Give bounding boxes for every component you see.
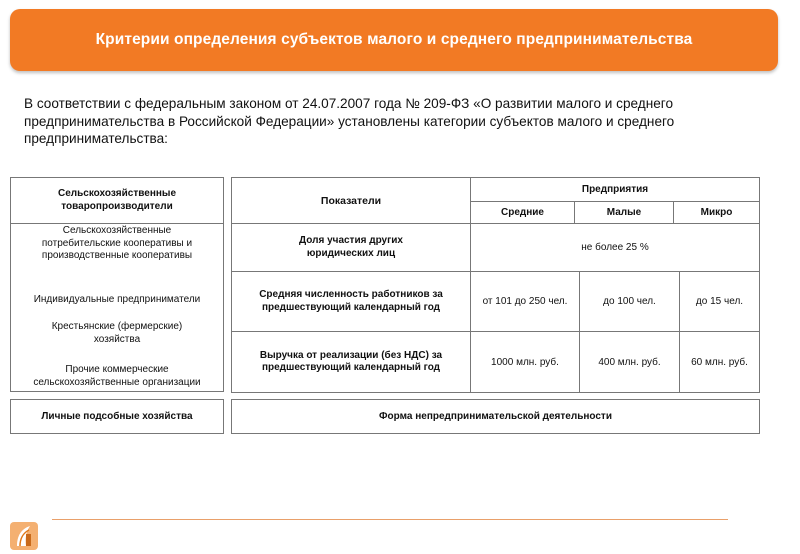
left-panel-list: [10, 223, 224, 392]
intro-paragraph: В соответствии с федеральным законом от 24.07.2007 года № 209-ФЗ «О развитии малого и среднего предпринимательства в Российской Федерации» установлены категории субъектов малого и среднего предпринимательства:: [24, 96, 675, 146]
page-title: Критерии определения субъектов малого и среднего предпринимательства: [95, 31, 693, 48]
left-panel-footer: Личные подсобные хозяйства: [10, 399, 224, 434]
column-header-small: Малые: [574, 201, 674, 224]
row-label-share: Доля участия других юридических лиц: [231, 223, 471, 272]
list-item: Сельскохозяйственные потребительские кооперативы и производственные кооперативы: [41, 225, 193, 261]
cell-employees-micro: до 15 чел.: [679, 271, 760, 332]
logo-icon: [8, 520, 40, 552]
column-header-micro: Микро: [673, 201, 760, 224]
cell-revenue-small: 400 млн. руб.: [579, 331, 680, 393]
list-item: Индивидуальные предприниматели: [33, 294, 201, 305]
title-banner: [10, 9, 778, 71]
enterprises-header: Предприятия: [470, 177, 760, 202]
list-item: Прочие коммерческие сельскохозяйственные организации: [33, 364, 201, 388]
column-header-medium: Средние: [470, 201, 575, 224]
cell-employees-medium: от 101 до 250 чел.: [470, 271, 580, 332]
cell-revenue-micro: 60 млн. руб.: [679, 331, 760, 393]
left-panel-header: Сельскохозяйственные товаропроизводители: [10, 177, 224, 224]
row-label-employees: Средняя численность работников за предшествующий календарный год: [231, 271, 471, 332]
cell-revenue-medium: 1000 млн. руб.: [470, 331, 580, 393]
row-value-share: не более 25 %: [470, 223, 760, 272]
footer-divider: [52, 519, 728, 520]
indicators-header: Показатели: [231, 177, 471, 224]
cell-employees-small: до 100 чел.: [579, 271, 680, 332]
list-item: Крестьянские (фермерские) хозяйства: [51, 321, 183, 345]
row-label-revenue: Выручка от реализации (без НДС) за предшествующий календарный год: [231, 331, 471, 393]
table-footer: Форма непредпринимательской деятельности: [231, 399, 760, 434]
